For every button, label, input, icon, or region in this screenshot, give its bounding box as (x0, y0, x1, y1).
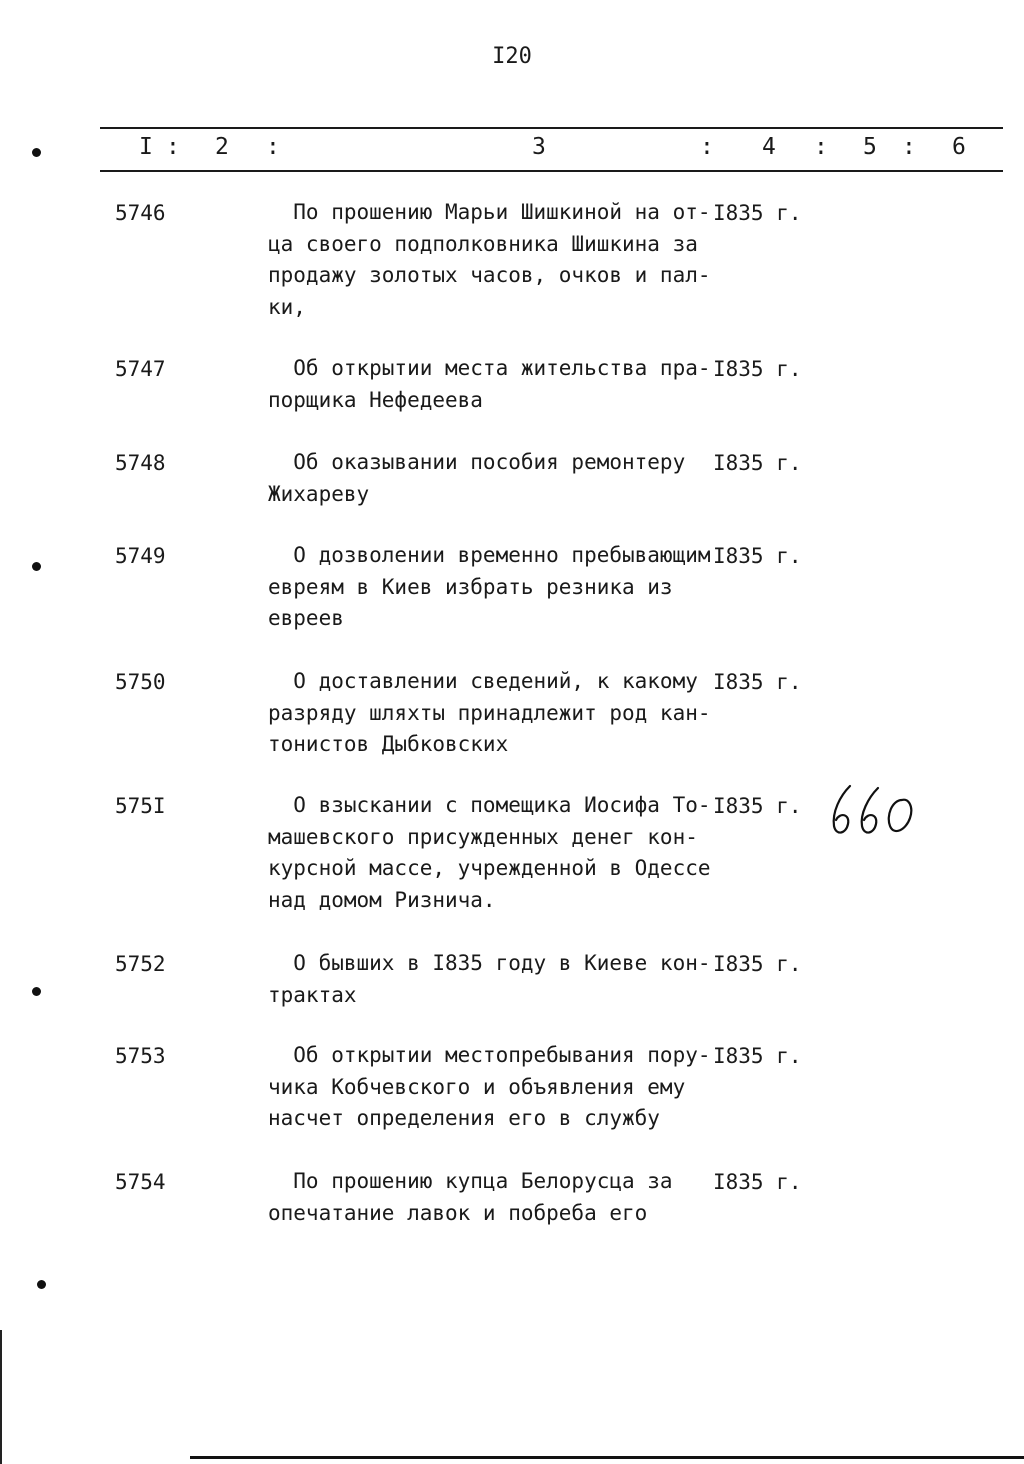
entry-number: 5752 (115, 952, 166, 976)
entry-description: О дозволении временно пребывающим евреям в Киев избрать резника из евреев (268, 543, 711, 630)
entry-number: 5747 (115, 357, 166, 381)
column-separator: : (814, 134, 828, 160)
entry-description: По прошению купца Белорусца за опечатание лавок и побреба его (268, 1169, 673, 1225)
column-separator: : (266, 134, 280, 160)
entry-year: I835 г. (713, 357, 802, 381)
handwritten-sheet-number (828, 780, 928, 844)
entry-year: I835 г. (713, 952, 802, 976)
entry-year: I835 г. (713, 1170, 802, 1194)
column-header-3: 3 (532, 134, 546, 160)
entry-year: I835 г. (713, 794, 802, 818)
entry-number: 5754 (115, 1170, 166, 1194)
entry-number: 5746 (115, 201, 166, 225)
column-header-1: I (139, 134, 153, 160)
header-top-rule (100, 127, 1003, 129)
column-header-5: 5 (863, 134, 877, 160)
entry-description: О доставлении сведений, к какому разряду шляхты принадлежит род кан- тонистов Дыбковских (268, 669, 711, 756)
entry-description: О взыскании с помещика Иосифа То- машевского присужденных денег кон- курсной массе, учрежденной в Одессе над домом Ризнича. (268, 793, 711, 912)
column-separator: : (700, 134, 714, 160)
entry-number: 5753 (115, 1044, 166, 1068)
entry-year: I835 г. (713, 670, 802, 694)
entry-number: 5748 (115, 451, 166, 475)
entry-number: 5749 (115, 544, 166, 568)
page-edge (190, 1456, 1024, 1459)
binder-hole-mark (37, 1280, 46, 1289)
entry-year: I835 г. (713, 1044, 802, 1068)
column-header-4: 4 (762, 134, 776, 160)
entry-description: О бывших в I835 году в Киеве кон- трактах (268, 951, 711, 1007)
entry-description: Об оказывании пособия ремонтеру Жихареву (268, 450, 686, 506)
entry-year: I835 г. (713, 451, 802, 475)
column-separator: : (166, 134, 180, 160)
column-header-2: 2 (215, 134, 229, 160)
entry-year: I835 г. (713, 201, 802, 225)
header-bottom-rule (100, 170, 1003, 172)
binder-hole-mark (32, 987, 41, 996)
entry-number: 5750 (115, 670, 166, 694)
page-edge (0, 1330, 2, 1464)
entry-description: Об открытии местопребывания пору- чика Кобчевского и объявления ему насчет определения его в службу (268, 1043, 711, 1130)
page-number: I20 (492, 44, 532, 69)
entry-description: По прошению Марьи Шишкиной на от- ца своего подполковника Шишкина за продажу золотых часов, очков и пал- ки, (268, 200, 711, 319)
column-header-6: 6 (952, 134, 966, 160)
entry-number: 575I (115, 794, 166, 818)
entry-year: I835 г. (713, 544, 802, 568)
binder-hole-mark (32, 148, 41, 157)
column-separator: : (902, 134, 916, 160)
binder-hole-mark (32, 562, 41, 571)
entry-description: Об открытии места жительства пра- порщика Нефедеева (268, 356, 711, 412)
